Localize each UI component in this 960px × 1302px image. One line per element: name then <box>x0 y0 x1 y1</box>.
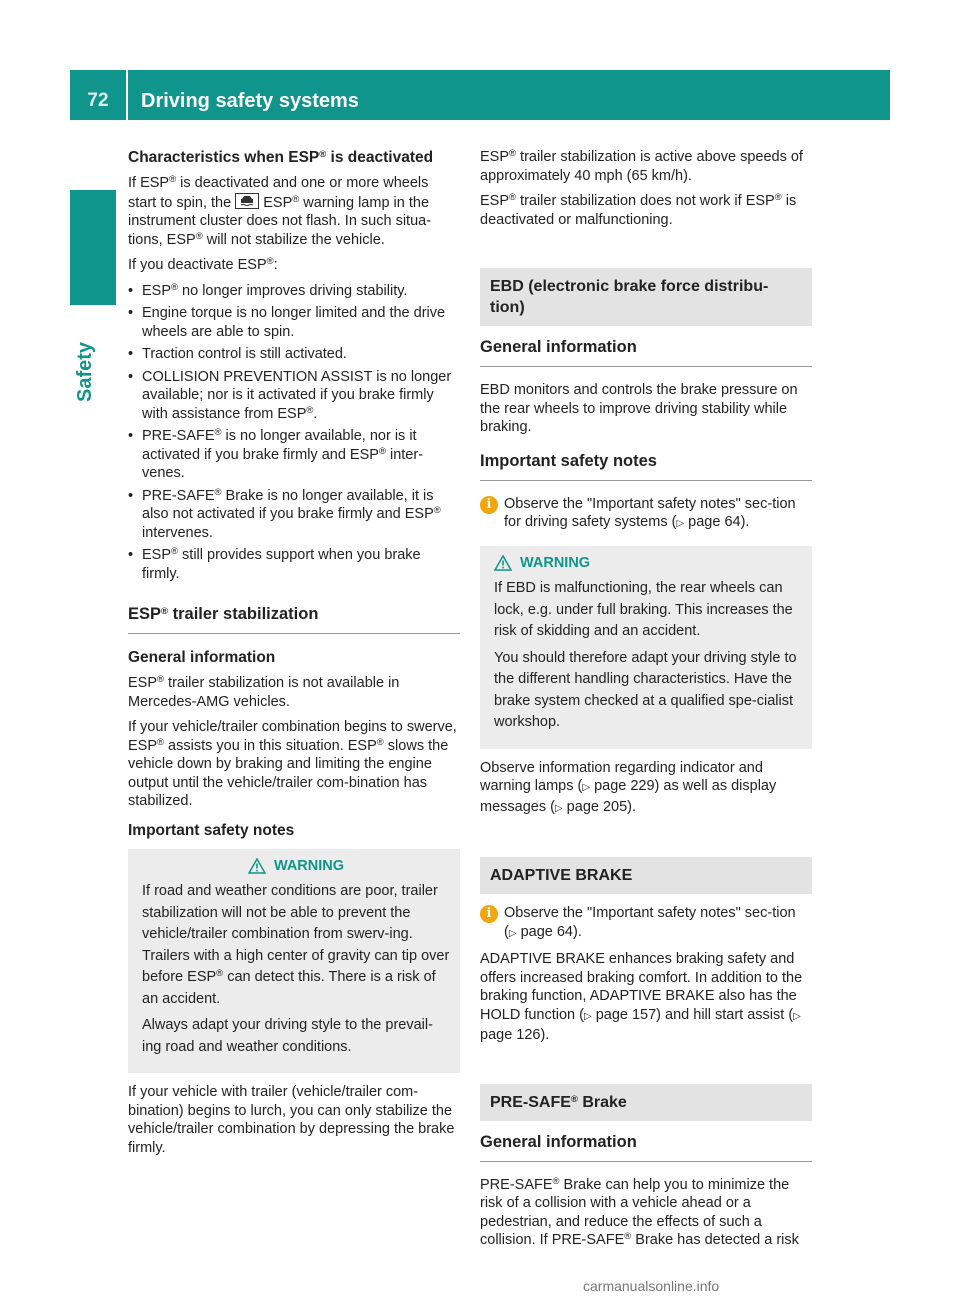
warning-triangle-icon <box>248 858 266 874</box>
paragraph: If you deactivate ESP®: <box>128 255 278 273</box>
info-icon: i <box>480 496 498 514</box>
page-ref-arrow-icon: ▷ <box>676 518 685 529</box>
heading-general-information-presafe: General information <box>480 1131 812 1162</box>
page-ref-arrow-icon: ▷ <box>508 927 517 939</box>
watermark: carmanualsonline.info <box>583 1278 720 1294</box>
list-item: • PRE-SAFE® Brake is no longer available, it is also not activated if you brake firmly and ESP® intervenes. <box>128 487 460 543</box>
paragraph: If ESP® is deactivated and one or more wheels start to spin, the ESP® warning lamp in the instrument cluster does not flash. In such situa-tions, ESP® will not stabilize the vehicle. <box>128 173 432 248</box>
list-item: • ESP® still provides support when you brake firmly. <box>128 546 460 583</box>
info-note: i Observe the "Important safety notes" sec-tion (▷ page 64). <box>480 904 812 943</box>
warning-box <box>480 546 812 749</box>
warning-title: WARNING <box>494 554 802 573</box>
heading-important-safety-notes: Important safety notes <box>128 821 295 839</box>
heading-esp-deactivated: Characteristics when ESP® is deactivated <box>128 148 434 166</box>
heading-important-safety-notes-ebd: Important safety notes <box>480 450 812 481</box>
list-item: • COLLISION PREVENTION ASSIST is no longer available; nor is it activated if you brake firmly with assistance from ESP®. <box>128 368 460 424</box>
paragraph: PRE-SAFE® Brake can help you to minimize the risk of a collision with a vehicle ahead or a pedestrian, and reduce the effects of such a collision. If PRE-SAFE® Brake has detected a risk <box>480 1175 799 1248</box>
page-title: Driving safety systems <box>141 90 359 112</box>
list-item: • Traction control is still activated. <box>128 345 460 364</box>
heading-general-information-ebd: General information <box>480 336 812 367</box>
paragraph: Observe information regarding indicator and warning lamps (▷ page 229) as well as display messages (▷ page 205). <box>480 759 777 815</box>
side-tab-label: Safety <box>74 341 96 402</box>
esp-warning-lamp-icon <box>235 193 259 209</box>
paragraph: ESP® trailer stabilization is not available in Mercedes-AMG vehicles. <box>128 673 400 710</box>
side-tab-marker <box>70 190 116 305</box>
paragraph: ESP® trailer stabilization does not work if ESP® is deactivated or malfunctioning. <box>480 191 797 228</box>
info-note: i Observe the "Important safety notes" sec-tion for driving safety systems (▷ page 64). <box>480 495 812 534</box>
page-ref-arrow-icon: ▷ <box>582 782 591 793</box>
section-ebd: EBD (electronic brake force distribu-tion) <box>480 268 812 326</box>
header-divider <box>126 70 128 120</box>
section-adaptive-brake: ADAPTIVE BRAKE <box>480 857 812 894</box>
heading-general-information: General information <box>128 649 276 666</box>
warning-text: If EBD is malfunctioning, the rear wheels can lock, e.g. under full braking. This increases the risk of skidding and an accident. <box>494 580 793 639</box>
bullet-list <box>128 282 460 584</box>
paragraph: EBD monitors and controls the brake pressure on the rear wheels to improve driving stability while braking. <box>480 382 798 435</box>
page-ref-arrow-icon: ▷ <box>554 802 563 814</box>
info-icon: i <box>480 905 498 923</box>
section-pre-safe-brake: PRE-SAFE® Brake <box>480 1084 812 1121</box>
warning-triangle-icon <box>494 555 512 571</box>
list-item: • PRE-SAFE® is no longer available, nor is it activated if you brake firmly and ESP® inter-venes. <box>128 427 460 483</box>
heading-esp-trailer-stabilization: ESP® trailer stabilization <box>128 603 460 634</box>
warning-text: You should therefore adapt your driving style to the different handling characteristics. Have the brake system checked at a qualified spe-cialist workshop. <box>494 649 797 730</box>
warning-box <box>128 849 460 1074</box>
warning-text: Always adapt your driving style to the prevail-ing road and weather conditions. <box>142 1017 433 1055</box>
page-ref-arrow-icon: ▷ <box>583 1010 592 1022</box>
warning-text: If road and weather conditions are poor, trailer stabilization will not be able to prevent the vehicle/trailer combination from swerv-ing. Trailers with a high center of gravity can tip over before ESP® can detect this. There is a risk of an accident. <box>142 883 450 1007</box>
left-column <box>128 148 460 1164</box>
list-item: • Engine torque is no longer limited and the drive wheels are able to spin. <box>128 304 460 341</box>
paragraph: If your vehicle with trailer (vehicle/trailer com-bination) begins to lurch, you can only stabilize the vehicle/trailer combination by depressing the brake firmly. <box>128 1084 455 1156</box>
right-column <box>480 148 812 1257</box>
warning-title: WARNING <box>142 857 450 876</box>
page-ref-arrow-icon: ▷ <box>793 1010 801 1022</box>
paragraph: ESP® trailer stabilization is active above speeds of approximately 40 mph (65 km/h). <box>480 147 803 184</box>
paragraph: If your vehicle/trailer combination begins to swerve, ESP® assists you in this situation. ESP® slows the vehicle down by braking and limiting the engine output until the vehicle/trailer com-bination has stabilized. <box>128 719 457 809</box>
paragraph: ADAPTIVE BRAKE enhances braking safety and offers increased braking comfort. In addition to the braking function, ADAPTIVE BRAKE also has the HOLD function (▷ page 157) and hill start assist (▷ page 126). <box>480 951 803 1043</box>
page-number: 72 <box>87 90 109 111</box>
list-item: • ESP® no longer improves driving stability. <box>128 282 460 301</box>
